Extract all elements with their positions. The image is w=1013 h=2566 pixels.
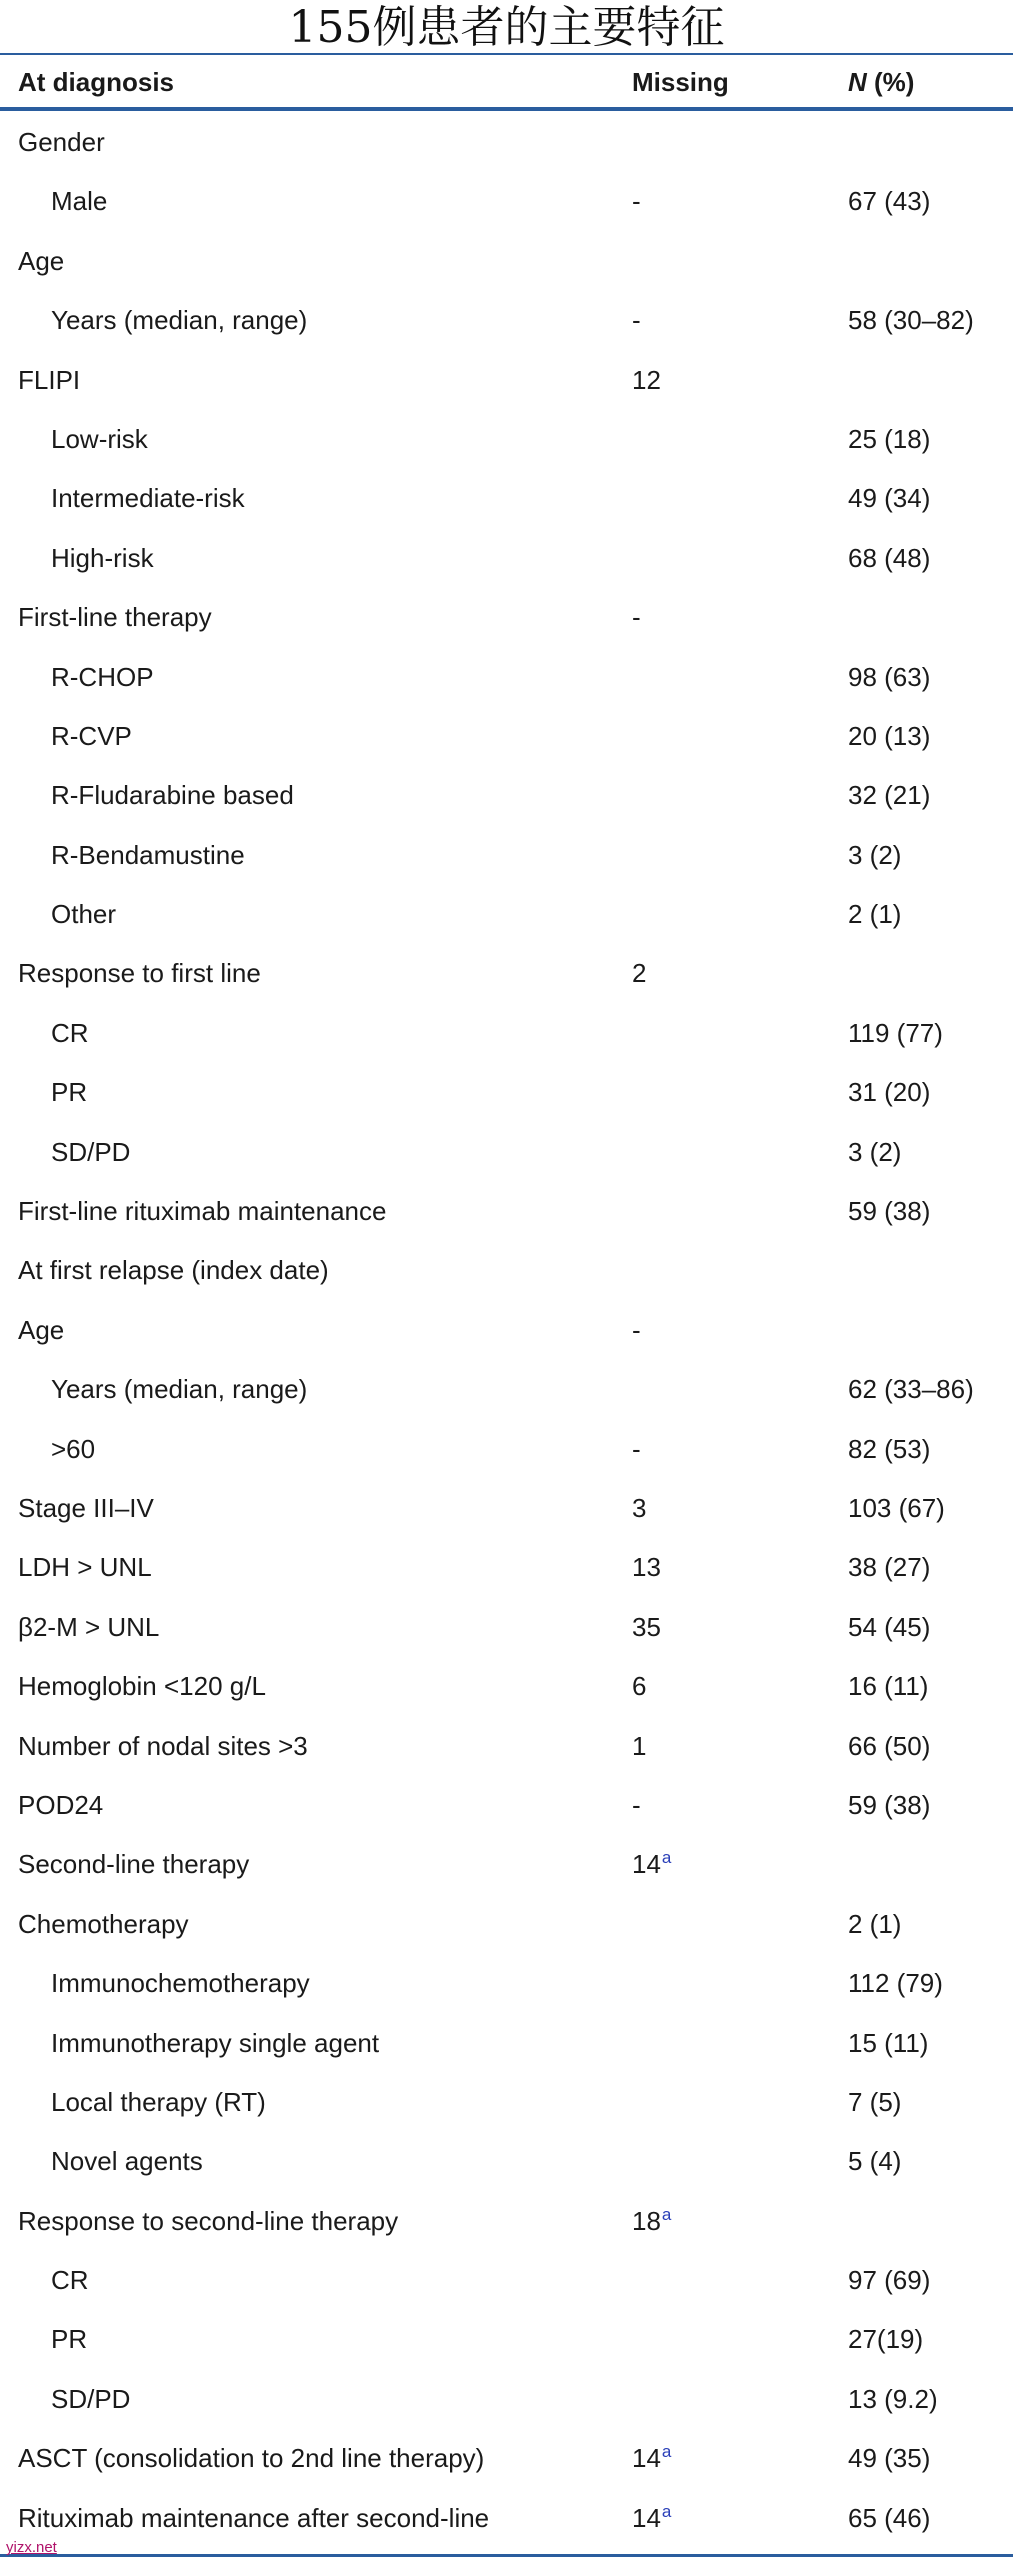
footnote-marker: a <box>661 1848 672 1868</box>
row-value: 112 (79) <box>848 1968 943 1999</box>
table-row <box>0 529 1013 588</box>
row-missing-count: 6 <box>632 1671 647 1702</box>
table-row <box>0 648 1013 707</box>
table-row <box>0 1063 1013 1122</box>
row-value: 31 (20) <box>848 1077 931 1108</box>
footnote-marker: a <box>661 2204 672 2224</box>
table-row <box>0 2251 1013 2310</box>
bottom-rule <box>0 2554 1013 2557</box>
header-percent-label: (%) <box>866 67 915 97</box>
row-missing <box>632 1420 641 1479</box>
table-row <box>0 351 1013 410</box>
row-label: POD24 <box>18 1789 104 1820</box>
row-label: PR <box>51 1077 88 1108</box>
row-missing-count: - <box>632 602 641 633</box>
row-value: 82 (53) <box>848 1433 931 1464</box>
row-value: 32 (21) <box>848 780 931 811</box>
row-value: 20 (13) <box>848 720 931 751</box>
table-row <box>0 885 1013 944</box>
row-label: Local therapy (RT) <box>51 2086 266 2117</box>
row-missing-count: 1 <box>632 1730 647 1761</box>
row-value: 62 (33–86) <box>848 1374 974 1405</box>
row-label: Second-line therapy <box>18 1849 250 1880</box>
row-label: Age <box>18 245 65 276</box>
row-label: SD/PD <box>51 2383 131 2414</box>
row-label: Immunochemotherapy <box>51 1968 310 1999</box>
row-label: Male <box>51 186 108 217</box>
watermark-link[interactable]: yizx.net <box>6 2539 57 2556</box>
table-row <box>0 1360 1013 1419</box>
table-header-row <box>0 58 1013 106</box>
row-label: Rituximab maintenance after second-line <box>18 2502 490 2533</box>
row-label: R-Bendamustine <box>51 839 245 870</box>
table-row <box>0 1835 1013 1894</box>
table-row <box>0 1657 1013 1716</box>
table-row <box>0 1420 1013 1479</box>
table-row <box>0 469 1013 528</box>
row-value: 65 (46) <box>848 2502 931 2533</box>
top-rule <box>0 53 1013 55</box>
table-row <box>0 1538 1013 1597</box>
row-missing <box>632 1776 641 1835</box>
footnote-marker: a <box>661 2442 672 2462</box>
row-missing <box>632 2489 671 2548</box>
row-missing <box>632 2429 671 2488</box>
table-row <box>0 1123 1013 1182</box>
row-value: 49 (34) <box>848 483 931 514</box>
row-value: 5 (4) <box>848 2146 902 2177</box>
row-missing-count: 35 <box>632 1611 661 1642</box>
row-label: CR <box>51 2265 89 2296</box>
row-missing-count: - <box>632 1433 641 1464</box>
table-row <box>0 2310 1013 2369</box>
row-label: First-line therapy <box>18 602 212 633</box>
page-title: 155例患者的主要特征 <box>288 2 725 53</box>
table-row <box>0 2489 1013 2548</box>
row-value: 2 (1) <box>848 899 902 930</box>
header-rule <box>0 107 1013 111</box>
row-value: 98 (63) <box>848 661 931 692</box>
row-missing-count: 14 <box>632 2502 661 2533</box>
table-row <box>0 1717 1013 1776</box>
row-value: 49 (35) <box>848 2443 931 2474</box>
table-row <box>0 1598 1013 1657</box>
row-missing <box>632 1301 641 1360</box>
table-row <box>0 2014 1013 2073</box>
row-value: 68 (48) <box>848 542 931 573</box>
row-label: PR <box>51 2324 88 2355</box>
row-value: 16 (11) <box>848 1671 929 1702</box>
row-value: 103 (67) <box>848 1492 945 1523</box>
row-label: Hemoglobin <120 g/L <box>18 1671 266 1702</box>
row-label: R-Fludarabine based <box>51 780 294 811</box>
row-value: 2 (1) <box>848 1908 902 1939</box>
row-missing <box>632 1835 671 1894</box>
row-label: Stage III–IV <box>18 1492 154 1523</box>
row-value: 119 (77) <box>848 1017 943 1048</box>
row-value: 25 (18) <box>848 423 931 454</box>
row-missing <box>632 172 641 231</box>
header-at-diagnosis: At diagnosis <box>18 67 175 97</box>
table-row <box>0 113 1013 172</box>
row-missing-count: - <box>632 305 641 336</box>
row-label: Chemotherapy <box>18 1908 189 1939</box>
row-label: Gender <box>18 127 105 157</box>
table-row <box>0 944 1013 1003</box>
row-value: 59 (38) <box>848 1789 931 1820</box>
table-row <box>0 826 1013 885</box>
row-missing <box>632 2192 671 2251</box>
table-row <box>0 707 1013 766</box>
header-missing: Missing <box>632 67 729 97</box>
row-label: >60 <box>51 1433 96 1464</box>
row-label: SD/PD <box>51 1136 131 1167</box>
table-row <box>0 1301 1013 1360</box>
row-missing <box>632 1538 661 1597</box>
footnote-marker: a <box>661 2501 672 2521</box>
row-label: R-CVP <box>51 720 132 751</box>
table-row <box>0 172 1013 231</box>
row-label: Immunotherapy single agent <box>51 2027 380 2058</box>
row-label: Response to second-line therapy <box>18 2205 399 2236</box>
row-value: 54 (45) <box>848 1611 931 1642</box>
table-row <box>0 291 1013 350</box>
row-missing <box>632 1598 661 1657</box>
row-missing-count: 13 <box>632 1552 661 1583</box>
row-label: First-line rituximab maintenance <box>18 1196 387 1227</box>
row-value: 38 (27) <box>848 1552 931 1583</box>
row-label: Age <box>18 1314 65 1345</box>
row-missing-count: - <box>632 186 641 217</box>
row-value: 15 (11) <box>848 2027 929 2058</box>
row-missing-count: - <box>632 1314 641 1345</box>
row-value: 3 (2) <box>848 839 902 870</box>
table-row <box>0 1479 1013 1538</box>
table-row <box>0 232 1013 291</box>
row-value: 7 (5) <box>848 2086 902 2117</box>
row-missing-count: 18 <box>632 2205 661 2236</box>
row-value: 59 (38) <box>848 1196 931 1227</box>
row-label: β2-M > UNL <box>18 1611 160 1642</box>
row-missing <box>632 1657 646 1716</box>
table-row <box>0 1895 1013 1954</box>
table-row <box>0 766 1013 825</box>
table-row <box>0 2429 1013 2488</box>
row-label: Years (median, range) <box>51 1374 308 1405</box>
row-value: 97 (69) <box>848 2265 931 2296</box>
table-row <box>0 1776 1013 1835</box>
table-row <box>0 1182 1013 1241</box>
row-value: 67 (43) <box>848 186 931 217</box>
row-label: CR <box>51 1017 89 1048</box>
row-missing <box>632 351 661 410</box>
row-label: Other <box>51 899 117 930</box>
row-value: 66 (50) <box>848 1730 931 1761</box>
row-label: ASCT (consolidation to 2nd line therapy) <box>18 2443 485 2474</box>
row-missing-count: 12 <box>632 364 661 395</box>
row-label: Years (median, range) <box>51 305 308 336</box>
row-missing <box>632 291 641 350</box>
table-row <box>0 2370 1013 2429</box>
table-row <box>0 2192 1013 2251</box>
table-row <box>0 1004 1013 1063</box>
row-value: 3 (2) <box>848 1136 902 1167</box>
row-missing-count: 14 <box>632 1849 661 1880</box>
row-missing-count: 2 <box>632 958 647 989</box>
table-row <box>0 1241 1013 1300</box>
table-row <box>0 588 1013 647</box>
row-missing <box>632 588 641 647</box>
characteristics-table-body <box>0 113 1013 2548</box>
table-row <box>0 410 1013 469</box>
row-value: 58 (30–82) <box>848 305 974 336</box>
row-label: FLIPI <box>18 364 81 395</box>
table-row <box>0 1954 1013 2013</box>
header-n-symbol: N <box>848 67 867 97</box>
table-row <box>0 2132 1013 2191</box>
row-value: 13 (9.2) <box>848 2383 938 2414</box>
row-label: At first relapse (index date) <box>18 1255 329 1286</box>
row-label: Number of nodal sites >3 <box>18 1730 308 1761</box>
row-label: R-CHOP <box>51 661 154 692</box>
row-label: Intermediate-risk <box>51 483 245 514</box>
row-value: 27(19) <box>848 2324 924 2355</box>
row-missing <box>632 1717 646 1776</box>
row-label: High-risk <box>51 542 154 573</box>
row-label: Low-risk <box>51 423 148 454</box>
row-missing-count: 14 <box>632 2443 661 2474</box>
row-missing <box>632 1479 646 1538</box>
row-label: Response to first line <box>18 958 261 989</box>
row-missing-count: 3 <box>632 1492 647 1523</box>
row-label: LDH > UNL <box>18 1552 152 1583</box>
row-missing-count: - <box>632 1789 641 1820</box>
row-missing <box>632 944 646 1003</box>
row-label: Novel agents <box>51 2146 203 2177</box>
table-row <box>0 2073 1013 2132</box>
header-n-percent <box>848 58 914 106</box>
